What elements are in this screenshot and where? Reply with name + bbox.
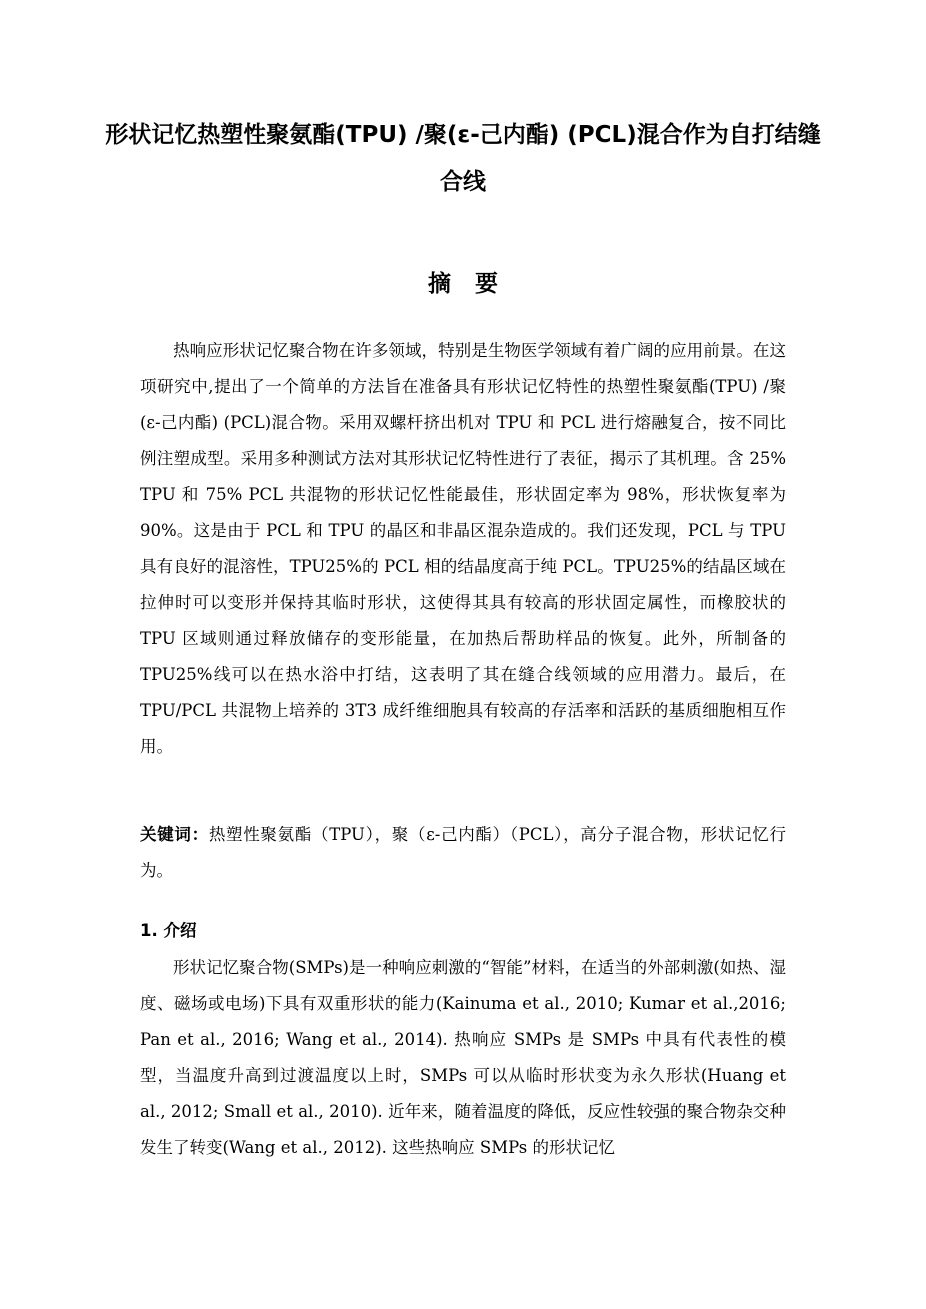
keywords-label: 关键词： — [140, 825, 209, 844]
keywords-text: 热塑性聚氨酯（TPU），聚（ε-己内酯）（PCL），高分子混合物，形状记忆行为。 — [140, 825, 787, 880]
introduction-text: 形状记忆聚合物(SMPs)是一种响应刺激的“智能”材料，在适当的外部刺激(如热、湿度、磁场或电场)下具有双重形状的能力(Kainuma et al., 2010; Kumar et al.,2016; Pan et al., 2016; Wang et al., 2014). 热响应 SMPs 是 SMPs 中具有代表性的模型，当温度升高到过渡温度以上时，SMPs 可以从临时形状变为永久形状(Huang et al., 2012; Small et al., 2010). 近年来，随着温度的降低，反应性较强的聚合物杂交种发生了转变(Wang et al., 2012). 这些热响应 SMPs 的形状记忆 — [140, 958, 786, 1157]
keywords-paragraph — [140, 817, 786, 889]
abstract-heading: 摘要 — [428, 271, 522, 297]
abstract-text: 热响应形状记忆聚合物在许多领域，特别是生物医学领域有着广阔的应用前景。在这项研究中,提出了一个简单的方法旨在准备具有形状记忆特性的热塑性聚氨酯(TPU) /聚(ε-己内酯) (PCL)混合物。采用双螺杆挤出机对 TPU 和 PCL 进行熔融复合，按不同比例注塑成型。采用多种测试方法对其形状记忆特性进行了表征，揭示了其机理。含 25% TPU 和 75% PCL 共混物的形状记忆性能最佳，形状固定率为 98%，形状恢复率为 90%。这是由于 PCL 和 TPU 的晶区和非晶区混杂造成的。我们还发现，PCL 与 TPU 具有良好的混溶性，TPU25%的 PCL 相的结晶度高于纯 PCL。TPU25%的结晶区域在拉伸时可以变形并保持其临时形状，这使得其具有较高的形状固定属性，而橡胶状的 TPU 区域则通过释放储存的变形能量，在加热后帮助样品的恢复。此外，所制备的 TPU25%线可以在热水浴中打结，这表明了其在缝合线领域的应用潜力。最后，在 TPU/PCL 共混物上培养的 3T3 成纤维细胞具有较高的存活率和活跃的基质细胞相互作用。 — [140, 341, 786, 756]
section-heading-introduction: 1. 介绍 — [140, 921, 197, 940]
paper-title: 形状记忆热塑性聚氨酯(TPU) /聚(ε-己内酯) (PCL)混合作为自打结缝合线 — [105, 122, 821, 195]
